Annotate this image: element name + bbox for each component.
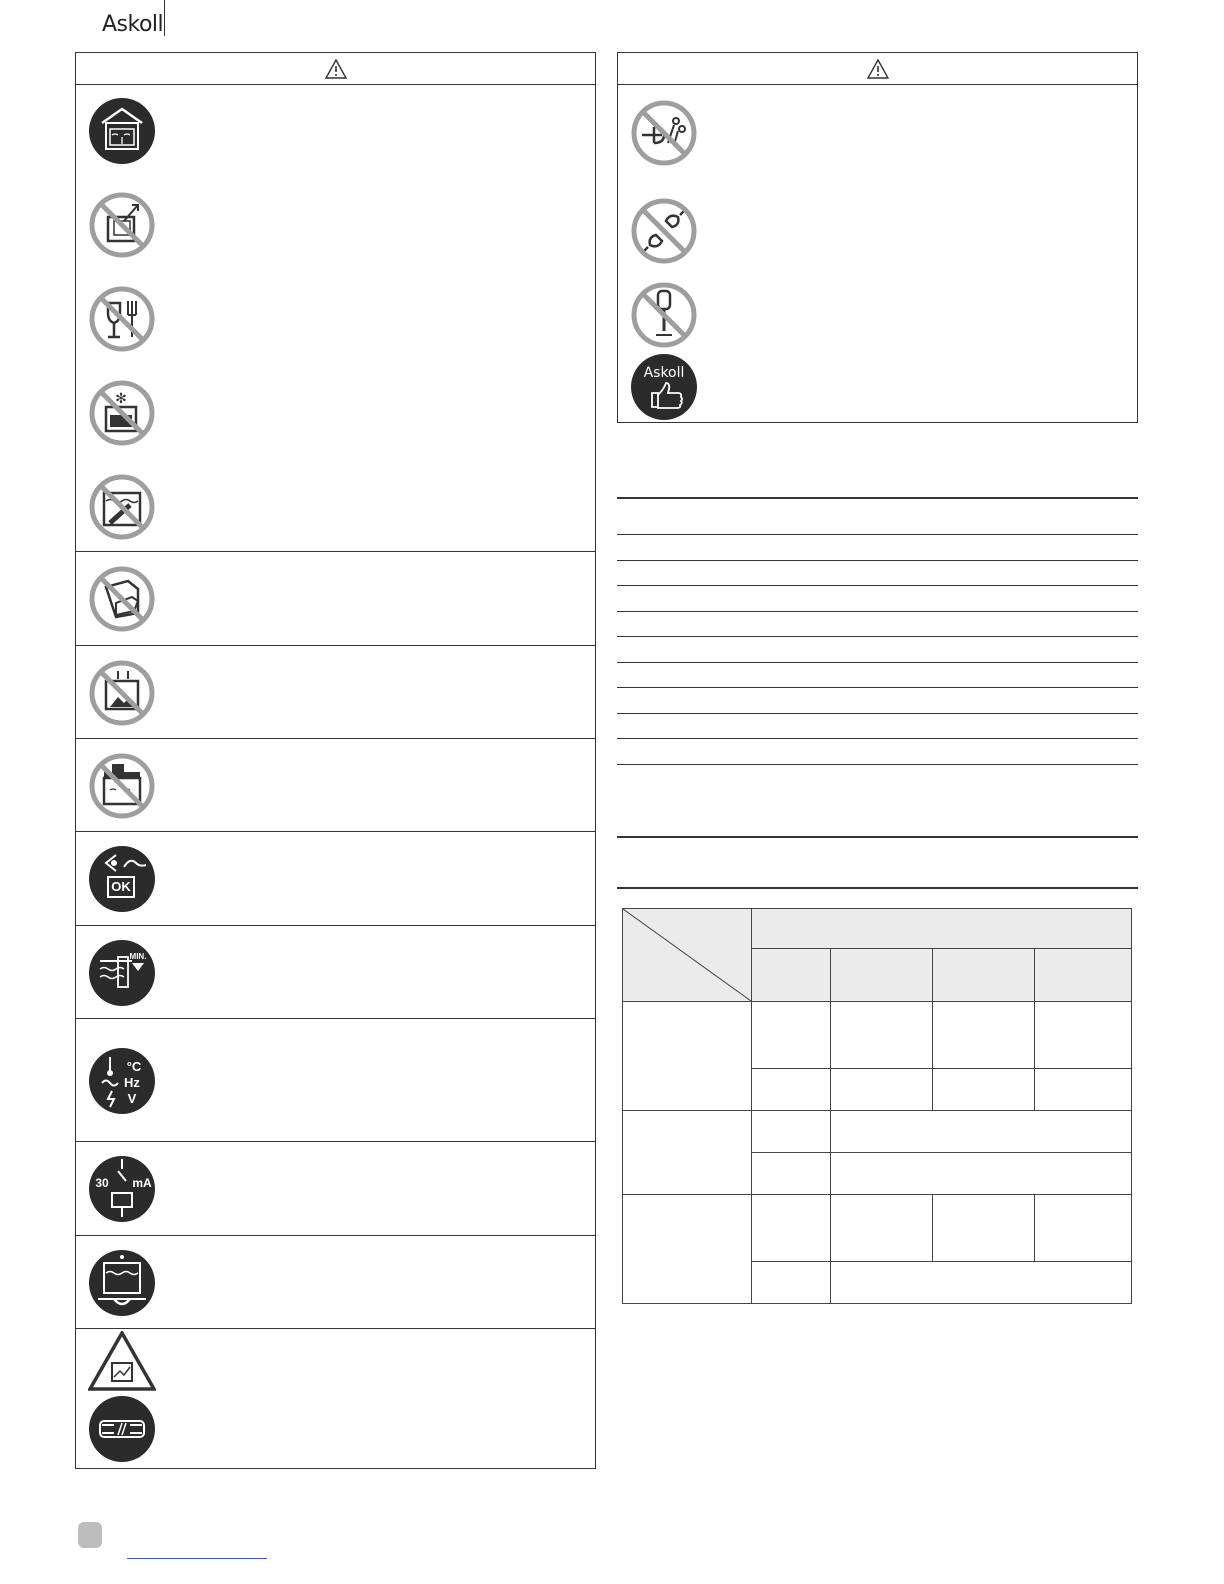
safety-section-inspection [76, 832, 595, 926]
table-cell [831, 1195, 933, 1262]
table-row-label [623, 1002, 752, 1111]
table-corner-cell [623, 909, 752, 1002]
right-panel-header [618, 53, 1137, 85]
model-data-table [622, 908, 1132, 1304]
do-not-cut-cable-icon [630, 99, 698, 167]
right-warning-panel [617, 52, 1138, 423]
safety-section-installation [76, 85, 595, 552]
handle-with-care-icon [88, 1395, 156, 1463]
approved-logo-text: Askoll [643, 365, 685, 381]
specs-rule-10 [617, 764, 1138, 765]
table-row-label [623, 1111, 752, 1195]
table-cell [933, 1195, 1035, 1262]
section-top-rule [617, 836, 1138, 838]
do-not-plug-wet-icon [630, 197, 698, 265]
page-number-badge [78, 1522, 102, 1548]
table-cell [752, 1153, 831, 1195]
table-cell [831, 1262, 1132, 1304]
volt-label: V [127, 1091, 137, 1106]
safety-section-handling [76, 552, 595, 646]
warning-triangle-icon [867, 59, 889, 79]
specs-rule-8 [617, 713, 1138, 714]
safety-section-rcd [76, 1142, 595, 1236]
specs-rule-6 [617, 662, 1138, 663]
table-cell [831, 1002, 933, 1069]
minimum-water-level-icon [88, 939, 156, 1007]
min-label: MIN. [129, 952, 147, 961]
specs-rule-3 [617, 585, 1138, 586]
hertz-label: Hz [124, 1075, 140, 1090]
table-header-cell [752, 949, 831, 1002]
table-header-group [752, 909, 1132, 949]
table-cell [933, 1069, 1035, 1111]
table-header-cell [1035, 949, 1132, 1002]
specs-rule-4 [617, 611, 1138, 612]
table-cell [752, 1195, 831, 1262]
warning-triangle-icon [325, 59, 347, 79]
table-cell [752, 1069, 831, 1111]
header-divider [164, 0, 165, 36]
no-objects-on-aquarium-icon [88, 752, 156, 820]
safety-section-top-load [76, 739, 595, 832]
table-cell [831, 1069, 933, 1111]
rcd-ma-label: mA [132, 1176, 152, 1190]
residual-current-device-30ma-icon [88, 1155, 156, 1223]
rcd-30-label: 30 [95, 1176, 109, 1190]
specs-table-top-rule [617, 497, 1138, 499]
table-header-cell [933, 949, 1035, 1002]
drip-loop-icon [88, 1249, 156, 1317]
visual-check-ok-icon [88, 845, 156, 913]
indoor-aquarium-icon [88, 97, 156, 165]
specs-rule-1 [617, 534, 1138, 535]
specs-rule-2 [617, 560, 1138, 561]
table-cell [831, 1111, 1132, 1153]
brand-logo: Askoll [102, 12, 164, 37]
no-food-contact-icon [88, 285, 156, 353]
specs-rule-9 [617, 738, 1138, 739]
left-warning-panel [75, 52, 596, 1469]
do-not-disassemble-icon [630, 281, 698, 349]
table-cell [1035, 1069, 1132, 1111]
safety-section-water-level [76, 926, 595, 1019]
svg-text:✻: ✻ [115, 391, 127, 407]
no-lifting-by-glass-icon [88, 565, 156, 633]
table-cell [1035, 1002, 1132, 1069]
table-cell [752, 1111, 831, 1153]
left-panel-header [76, 53, 595, 85]
safety-section-electrical-rating [76, 1019, 595, 1142]
no-freezing-icon [88, 379, 156, 447]
footer-link-underline[interactable] [127, 1558, 267, 1559]
specs-rule-7 [617, 687, 1138, 688]
section-bottom-rule [617, 887, 1138, 889]
specs-rule-5 [617, 636, 1138, 637]
no-cleaning-tools-in-water-icon [88, 473, 156, 541]
table-row-label [623, 1195, 752, 1304]
no-heavy-objects-on-lid-icon [88, 659, 156, 727]
no-direct-sunlight-icon [88, 191, 156, 259]
safety-section-fragile [76, 1329, 595, 1466]
celsius-label: °C [126, 1059, 142, 1074]
table-diagonal [623, 909, 751, 1001]
table-cell [933, 1002, 1035, 1069]
safety-section-lid [76, 646, 595, 739]
table-cell [752, 1002, 831, 1069]
askoll-approved-parts-icon [630, 353, 698, 421]
fragile-glass-warning-icon [88, 1331, 156, 1393]
table-cell [1035, 1195, 1132, 1262]
table-cell [752, 1262, 831, 1304]
temperature-frequency-voltage-icon [88, 1047, 156, 1115]
table-cell [831, 1153, 1132, 1195]
safety-section-drip-loop [76, 1236, 595, 1329]
table-header-cell [831, 949, 933, 1002]
ok-label: OK [111, 879, 131, 894]
